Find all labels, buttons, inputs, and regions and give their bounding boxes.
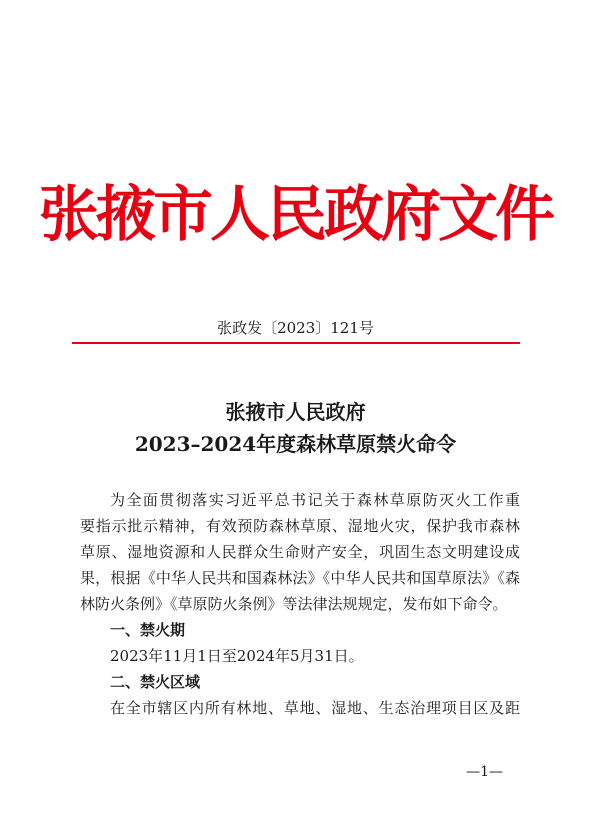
document-masthead: 张掖市人民政府文件 [39, 180, 552, 250]
document-body [80, 487, 520, 721]
section-text-fire-area: 在全市辖区内所有林地、草地、湿地、生态治理项目区及距 [110, 699, 520, 717]
body-line: 草原、湿地资源和人民群众生命财产安全，巩固生态文明建设成 [80, 543, 520, 561]
body-line: 为全面贯彻落实习近平总书记关于森林草原防灭火工作重 [110, 491, 520, 509]
body-line: 林防火条例》《草原防火条例》等法律法规规定，发布如下命令。 [80, 595, 508, 613]
document-title-issuer: 张掖市人民政府 [225, 400, 366, 424]
document-title: 2023–2024年度森林草原禁火命令 [134, 432, 457, 456]
body-line: 要指示批示精神，有效预防森林草原、湿地火灾，保护我市森林 [80, 517, 520, 535]
section-heading-fire-period: 一、禁火期 [110, 621, 186, 639]
section-text-fire-period: 2023年11月1日至2024年5月31日。 [110, 647, 364, 665]
red-divider-line [72, 342, 520, 344]
section-heading-fire-area: 二、禁火区域 [110, 673, 201, 691]
body-line: 果，根据《中华人民共和国森林法》《中华人民共和国草原法》《森 [80, 569, 520, 587]
document-number: 张政发〔2023〕121号 [217, 319, 374, 337]
page-number: —1— [466, 764, 503, 780]
